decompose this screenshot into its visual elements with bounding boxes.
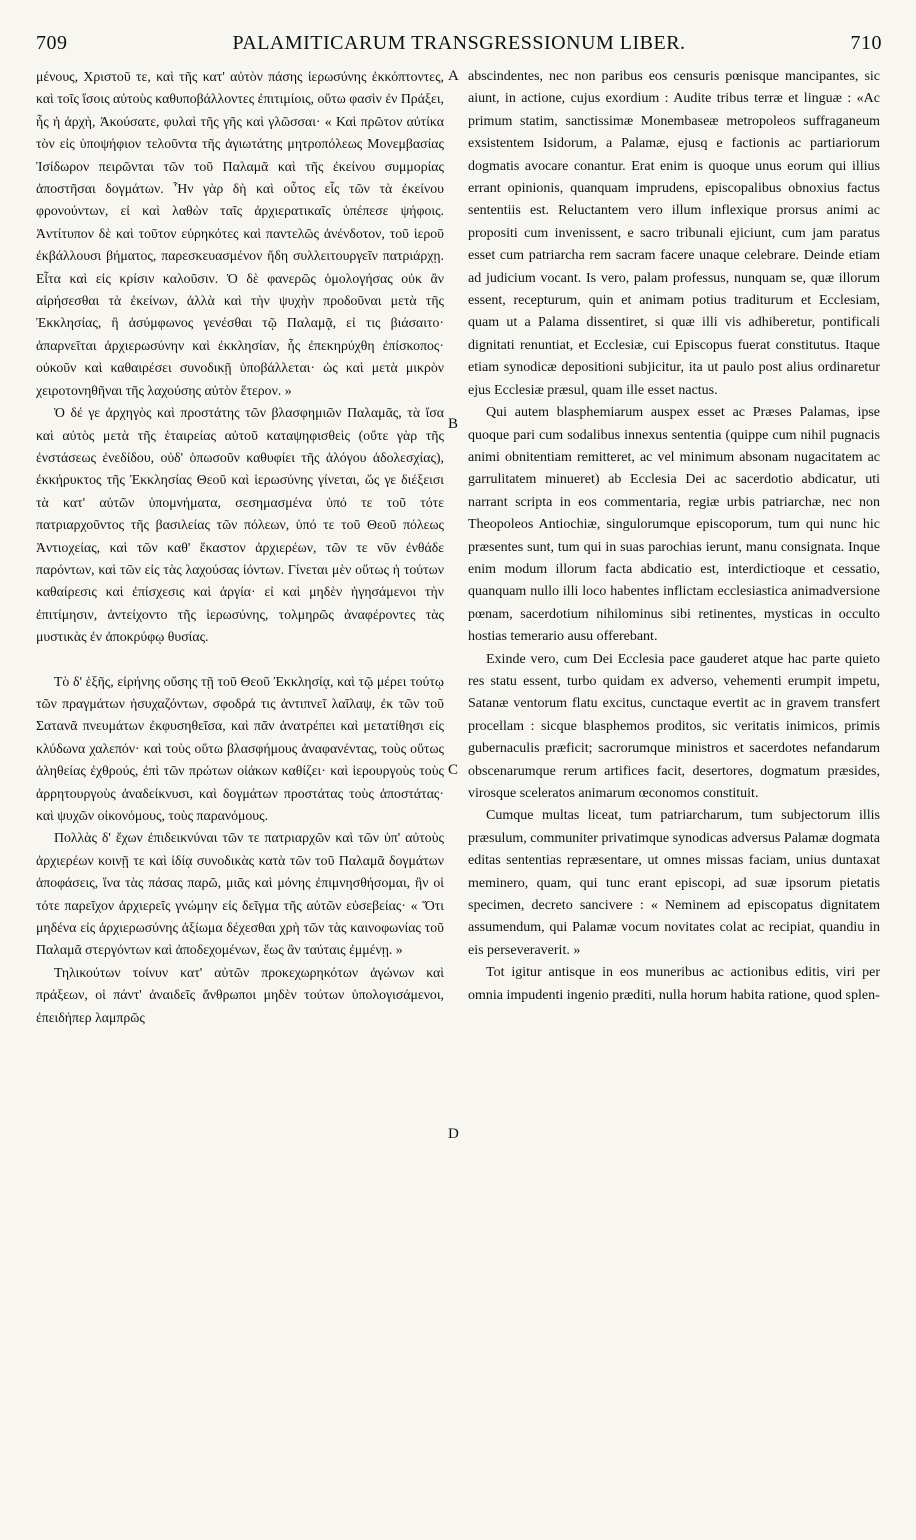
section-marker-a: A — [448, 68, 459, 84]
greek-column — [36, 66, 444, 1029]
latin-paragraph-2: Qui autem blasphemiarum auspex esset ac Præses Palamas, ipse quoque pari cum sodalibus innexus sententia (quippe cum nihil pugnacis animi obnitentiam remitteret, ac vel minimum absonam nugacitatem ac garrulitatem minueret) ab Ecclesia Dei ac sacerdotio abdicatur, uti narrant scripta in eos commentaria, regiæ urbis patriarchæ, nec non Theopoleos Antiochiæ, singulorumque episcoporum, tum qui nunc hic præsentes sunt, tum qui in suas parochias ierunt, manu consignata. Inque enim modum illorum facta abdicatio est, interdictioque et cessatio, quanquam nullo illi loco habentes inflictam ecclesiastica animadversione pœnam, sacerdotium nihilominus sibi retinentes, mysticas in occulto hostias temerario ausu offerebant. — [468, 405, 880, 645]
latin-paragraph-4: Cumque multas liceat, tum patriarcharum, tum subjectorum illis præsulum, communiter privatimque synodicas adversus Palamæ dogmata editas sententias repræsentare, ut omnes missas faciam, unius duntaxat meminero, quam, qui tunc erant episcopi, ad suæ ipsorum pietatis specimen, decreto sancivere : « Neminem ad episcopatus dignitatem assumendum, qui Palamæ vocum novitates colat ac recipiat, quandiu in eis perseveraverit. » — [468, 808, 880, 958]
running-title: PALAMITICARUM TRANSGRESSIONUM LIBER. — [232, 32, 686, 54]
running-header — [36, 32, 882, 60]
latin-column — [468, 66, 880, 1007]
page-number-left: 709 — [36, 32, 68, 54]
section-marker-b: B — [448, 416, 459, 432]
latin-paragraph-1: abscindentes, nec non paribus eos censuris pœnisque mancipantes, sic aiunt, in actione, cujus exordium : Audite tribus terræ et linguæ : «Ac primum statim, sanctissimæ Monembaseæ metropoleos suffraganeum exsistentem Isidorum, a Palamæ, ejusq e factionis ac partiariorum dogmatis avocare conantur. Erat enim is quoque unus eorum qui illius errant opinionis, quanquam imprudens, episcopalibus obnoxius factus sententiis est. Reluctantem vero illum inflexique prorsus animi ac propositi cum invenissent, e sacro tribunali ejiciunt, cum jam paratus esset cum patriarcha rem sacram facere unaque celebrare. Deinde etiam ad judicium vocant. Is vero, palam professus, nunquam se, quæ illorum essent, recepturum, quin et animam potius traditurum et Ecclesiam, quam ut a Palama dissentiret, si quæ illi vis adhiberetur, pontificali dignitati renuntiat, et Ecclesiæ, cui Episcopus fuerat constitutus. Itaque etiam synodicæ depositioni subjicitur, ita ut paulo post alius ordinaretur ejus Ecclesiæ præsul, quam ille esset nactus. — [468, 69, 880, 398]
greek-paragraph-3: Τὸ δ' ἑξῆς, εἰρήνης οὔσης τῇ τοῦ Θεοῦ Ἐκκλησίᾳ, καὶ τῷ μέρει τούτῳ τῶν πραγμάτων ἡσυχαζόντων, σφοδρά τις ἀντιπνεῖ λαῖλαψ, ἐκ τῶν τοῦ Σατανᾶ πνευμάτων ἐκφυσηθεῖσα, καὶ πᾶν ἀνατρέπει καὶ μετατίθησι εἰς κλύδωνα χαλεπόν· καὶ τοὺς οὕτω βλασφήμους ἀναφανέντας, τοὺς οὕτως ἀληθείας ἐχθρούς, ἐπὶ τῶν πρώτων οἰάκων καθίζει· καὶ ἱερουργοὺς τοὺς ἀρρητουργοὺς ἀναδείκνυσι, καὶ δογμάτων προστάτας τοὺς ἀποστάτας· καὶ ψυχῶν οἰκονόμους, τοὺς παρανόμους. — [36, 673, 444, 823]
section-marker-c: C — [448, 762, 459, 778]
section-marker-d: D — [448, 1126, 459, 1142]
latin-paragraph-3: Exinde vero, cum Dei Ecclesia pace gauderet atque hac parte quieto res statu essent, turbo quidam ex adverso, vehementi erumpit impetu, Satanæ ventorum flatu excitus, cunctaque evertit ac in gravem transfert procellam : sicque blasphemos proditos, sic veritatis inimicos, primis gubernaculis præficit; sacrorumque ministros et sacerdotes nefandarum obscenarumque rerum artifices facit, desertores, dogmatum præsides, virosque sceleratos animarum œconomos constituit. — [468, 651, 880, 801]
latin-paragraph-5: Tot igitur antisque in eos muneribus ac actionibus editis, viri per omnia impudenti ingenio præditi, nulla horum habita ratione, quod splen- — [468, 965, 880, 1003]
greek-paragraph-1: μένους, Χριστοῦ τε, καὶ τῆς κατ' αὐτὸν πάσης ἱερωσύνης ἐκκόπτοντες, καὶ τοῖς ἴσοις αὐτοὺς καθυποβάλλοντες ἐπιτιμίοις, οὕτω φασὶν ἐν Πράξει, ἧς ἡ ἀρχὴ, Ἀκούσατε, φυλαὶ τῆς γῆς καὶ γλῶσσαι· « Καὶ πρῶτον αὐτίκα τὸν εἰς ὑποψήφιον τελοῦντα τῆς ἁγιωτάτης μητροπόλεως Μονεμβασίας Ἰσίδωρον πειρῶνται τῶν τοῦ Παλαμᾶ καὶ τῆς ἐκείνου συμμορίας ἀποστῆσαι δογμάτων. Ἦν γὰρ δὴ καὶ οὗτος εἷς τῶν τὰ ἐκείνου φρονούντων, εἰ καὶ λαθὼν ταῖς ἀρχιερατικαῖς ὑπέπεσε ψήφοις. Ἀντίτυπον δὲ καὶ τοῦτον εὑρηκότες καὶ παντελῶς ἀνένδοτον, τοῦ ἱεροῦ ἐκβάλλουσι βήματος, παρεσκευασμένον ἤδη συλλειτουργεῖν πατριάρχῃ. Εἶτα καὶ εἰς κρίσιν καλοῦσιν. Ὁ δὲ φανερῶς ὁμολογήσας οὐκ ἂν αἱρήσεσθαι τὰ ἐκείνων, ἀλλὰ καὶ τὴν ψυχὴν προδοῦναι μετὰ τῆς Ἐκκλησίας, ἢ ἀσύμφωνος γενέσθαι τῷ Παλαμᾷ, εἰ τις βιάσαιτο· ἀπαρνεῖται ἀρχιερωσύνην καὶ ἐκκλησίαν, ἧς ἐπεκηρύχθη ἐπίσκοπος· οὐκοῦν καὶ καθαιρέσει συνοδικῇ ὑποβάλλεται· ὡς καὶ μετὰ μικρὸν χειροτονηθῆναι τῆς λαχούσης αὐτὸν ἕτερον. » — [36, 69, 444, 398]
greek-paragraph-4: Πολλὰς δ' ἔχων ἐπιδεικνύναι τῶν τε πατριαρχῶν καὶ τῶν ὑπ' αὐτοὺς ἀρχιερέων κοινῇ τε καὶ ἰδίᾳ συνοδικὰς κατὰ τῶν τοῦ Παλαμᾶ δογμάτων ἀποφάσεις, ἵνα τὰς πάσας παρῶ, μιᾶς καὶ μόνης ἐπιμνησθήσομαι, ἣν οἱ τότε παρεῖχον ἀρχιερεῖς γνώμην εἰς δεῖγμα τῆς αὐτῶν εὐσεβείας· « Ὅτι μηδένα εἰς ἀρχιερωσύνης ἀξίωμα δέχεσθαι χρὴ τῶν τὰς καινοφωνίας τοῦ Παλαμᾶ στεργόντων καὶ ἀποδεχομένων, ἕως ἂν ταύταις ἐμμένῃ. » — [36, 830, 444, 958]
greek-paragraph-2: Ὁ δέ γε ἀρχηγὸς καὶ προστάτης τῶν βλασφημιῶν Παλαμᾶς, τὰ ἴσα καὶ αὐτὸς μετὰ τῆς ἑταιρείας αὐτοῦ καταψηφισθεὶς (οὔτε γὰρ τῆς ἐνστάσεως ἐνεδίδου, οὐδ' ὁπωσοῦν καθυφίει τῆς ἀλόγου ἀδολεσχίας), ἐκκήρυκτος τῆς Ἐκκλησίας Θεοῦ καὶ ἱερωσύνης γίνεται, ὥς γε διέξεισι τὰ κατ' αὐτῶν ὑπομνήματα, σεσημασμένα ὑπό τε τοῦ τότε πατριαρχοῦντος τῆς βασιλείας τῶν πόλεων, ὑπό τε τοῦ Θεοῦ πόλεως Ἀντιοχείας, καὶ τῶν καθ' ἕκαστον ἀρχιερέων, τῶν τε νῦν ἐνθάδε παρόντων, καὶ τῶν εἰς τὰς λαχούσας ἰόντων. Γίνεται μὲν οὕτως ἡ τούτων καθαίρεσις καὶ ἐπίσχεσις καὶ ἀργία· εἰ καὶ μηδὲν ἡγησάμενοι τὴν ἐπιτίμησιν, ἀντείχοντο τῆς ἱερωσύνης, τολμηρῶς ἀναφέροντες τὰς μυστικὰς ἐν ἀποκρύφῳ θυσίας. — [36, 405, 444, 645]
greek-paragraph-5: Τηλικούτων τοίνυν κατ' αὐτῶν προκεχωρηκότων ἀγώνων καὶ πράξεων, οἱ πάντ' ἀναιδεῖς ἄνθρωποι μηδὲν τούτων ὑπολογισάμενοι, ἐπειδήπερ λαμπρῶς — [36, 964, 444, 1025]
page-number-right: 710 — [850, 32, 882, 54]
